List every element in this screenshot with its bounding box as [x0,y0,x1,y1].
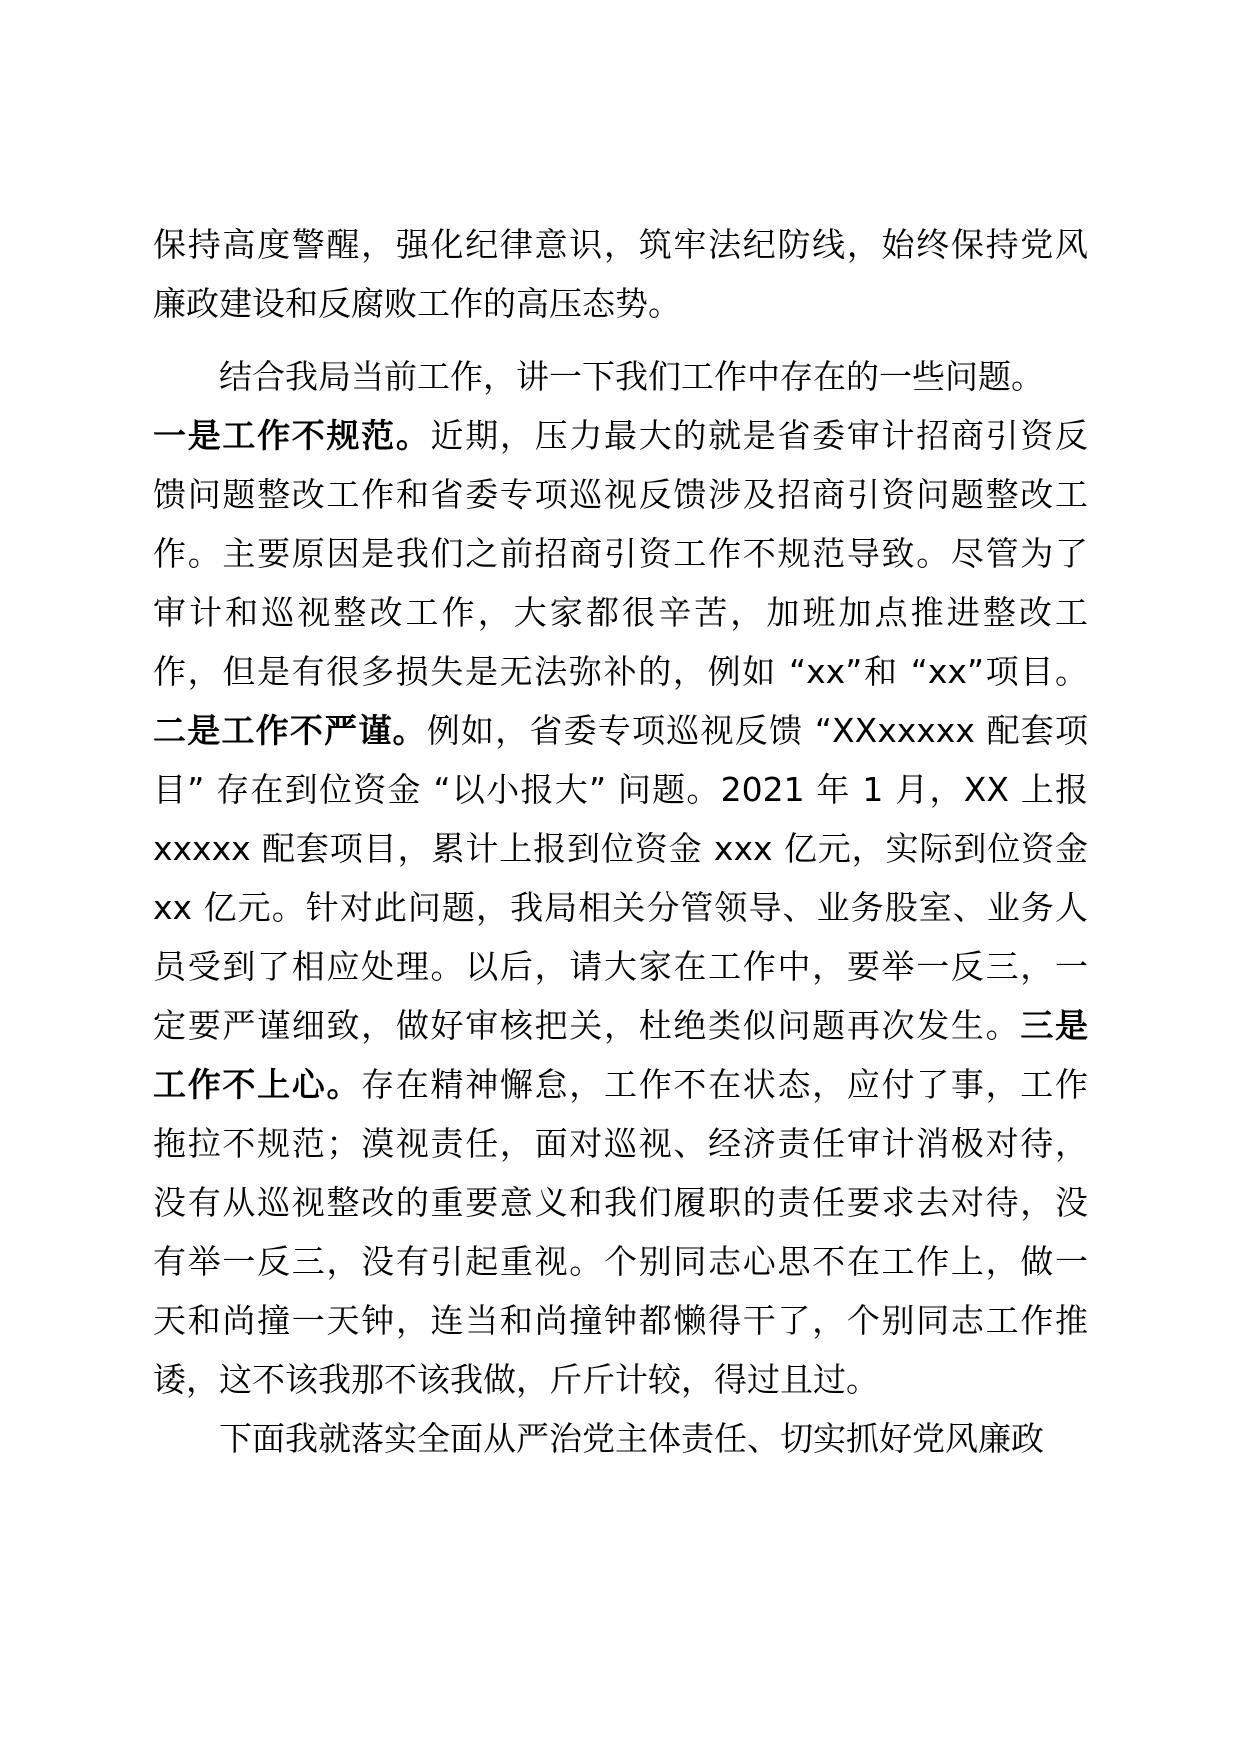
text-run: 结合我局当前工作，讲一下我们工作中存在的一些问题。 [219,357,1044,396]
paragraph-start-line [153,1409,1088,1468]
text-run: 馈问题整改工作和省委专项巡视反馈涉及招商引资问题整改工 [153,475,1088,514]
text-run: 下面我就落实全面从严治党主体责任、切实抓好党风廉政 [219,1419,1044,1458]
text-run: 拖拉不规范；漠视责任，面对巡视、经济责任审计消极对待， [153,1124,1088,1163]
text-line [153,996,1088,1055]
bold-heading-run: 一是工作不规范。 [153,416,431,455]
text-run: 例如，省委专项巡视反馈 “XXxxxxx 配套项 [426,711,1089,750]
text-run: 存在精神懈怠，工作不在状态，应付了事，工作 [361,1065,1089,1104]
text-run: xxxxx 配套项目，累计上报到位资金 xxx 亿元，实际到位资金 [153,829,1088,868]
text-run: xx 亿元。针对此问题，我局相关分管领导、业务股室、业务人 [153,888,1088,927]
text-run: 目” 存在到位资金 “以小报大” 问题。2021 年 1 月，XX 上报 [153,770,1088,809]
bold-heading-run: 二是工作不严谨。 [153,711,427,750]
text-line [153,1232,1088,1291]
text-line [153,215,1088,274]
text-line [153,524,1088,583]
text-line [153,1173,1088,1232]
text-run: 作。主要原因是我们之前招商引资工作不规范导致。尽管为了 [153,534,1088,573]
text-run: 审计和巡视整改工作，大家都很辛苦，加班加点推进整改工 [153,593,1088,632]
text-run: 诿，这不该我那不该我做，斤斤计较，得过且过。 [153,1360,879,1399]
text-run: 天和尚撞一天钟，连当和尚撞钟都懒得干了，个别同志工作推 [153,1301,1088,1340]
text-line [153,406,1088,465]
text-run: 廉政建设和反腐败工作的高压态势。 [153,284,681,323]
text-line [153,1291,1088,1350]
text-run: 保持高度警醒，强化纪律意识，筑牢法纪防线，始终保持党风 [153,225,1088,264]
text-line [153,274,1088,333]
text-line [153,465,1088,524]
text-line [153,583,1088,642]
text-run: 员受到了相应处理。以后，请大家在工作中，要举一反三，一 [153,947,1088,986]
bold-heading-run: 工作不上心。 [153,1065,362,1104]
text-line [153,1350,1088,1409]
text-run: 没有从巡视整改的重要意义和我们履职的责任要求去对待，没 [153,1183,1088,1222]
text-line [153,701,1088,760]
text-line [153,760,1088,819]
text-run: 定要严谨细致，做好审核把关，杜绝类似问题再次发生。 [153,1006,1021,1045]
text-run: 作，但是有很多损失是无法弥补的，例如 “xx”和 “xx”项目。 [153,652,1088,691]
text-line [153,937,1088,996]
text-line [153,1114,1088,1173]
text-line [153,878,1088,937]
bold-heading-run: 三是 [1020,1006,1089,1045]
text-line [153,642,1088,701]
text-run: 有举一反三，没有引起重视。个别同志心思不在工作上，做一 [153,1242,1088,1281]
paragraph-start-line [153,347,1088,406]
text-run: 近期，压力最大的就是省委审计招商引资反 [430,416,1089,455]
document-page [153,215,1088,1468]
text-line [153,819,1088,878]
text-line [153,1055,1088,1114]
